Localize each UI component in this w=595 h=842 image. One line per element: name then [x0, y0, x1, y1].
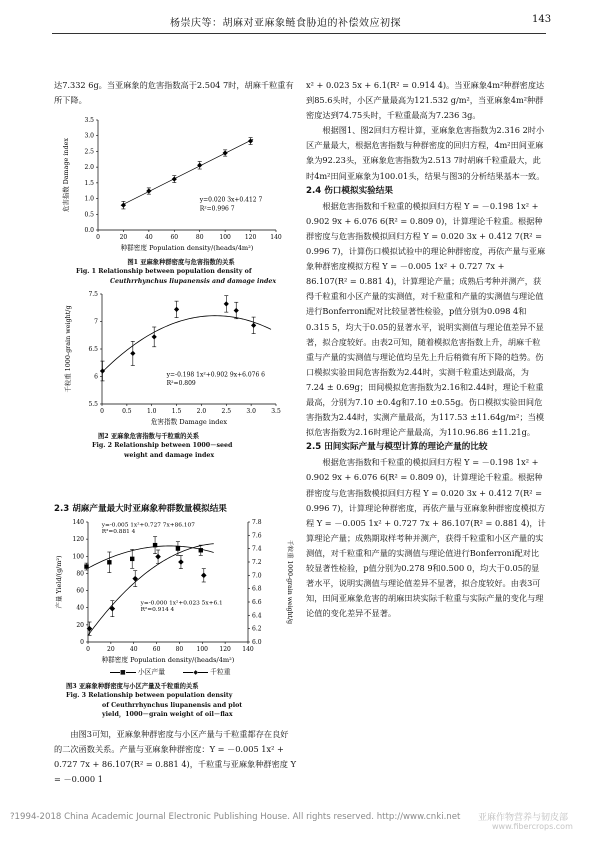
figure-2-grain-weight-chart: [58, 288, 290, 428]
data-point: [100, 368, 105, 373]
x-tick-label: 40: [145, 234, 153, 241]
caption-en-line1: Fig. 2 Relationship between 1000－seed: [92, 442, 233, 450]
left-y-tick-label: 100: [72, 553, 84, 561]
y-tick-label: 3.0: [84, 132, 94, 140]
data-point: [130, 351, 135, 356]
y-tick-label: 0.5: [84, 211, 94, 219]
left-y-tick-label: 60: [76, 587, 84, 595]
right-y-tick-label: 6.4: [252, 612, 262, 620]
caption-cn: 图2 亚麻象危害指数与千粒重的关系: [98, 433, 200, 440]
right-y-tick-label: 7.6: [252, 532, 262, 540]
left-top-paragraph: [54, 78, 296, 108]
paragraph-text: 根据危害指数和千粒重的模拟回归方程 Y = －0.198 1x² + 0.902 9x + 6.076 6(R² = 0.809 0)，计算理论千粒重。根据种群密度与危害指数模拟回归方程 Y = 0.020 3x + 0.412 7(R² = 0.996 7)，计算理论种群密度，再依产量与亚麻象种群密度模拟方程 Y = －0.005 1x² + 0.727 7x + 86.107(R² = 0.881 4)，计算理论产量；成熟期取样考种并测产，获得千粒重和小区产量的实测值，对千粒重和产量的实测值与理论值进行Bonferroni配对比较显著性检验，p值分别为0.278 9和0.500 0，均大于0.05的显著水平，说明实测值与理论值差异不显著，拟合度较好。由表3可知，田间亚麻象危害的胡麻田块实际千粒重与实际产量的变化与理论值的变化差异不显著。: [306, 457, 546, 619]
paragraph-text: x² + 0.023 5x + 6.1(R² = 0.914 4)。当亚麻象4m²种群密度达到85.6头时，小区产量最高为121.532 g/m²，当亚麻象4m²种群密度达到74.75头时，千粒重最高为7.236 3g。: [306, 80, 545, 121]
x-tick-label: 40: [129, 646, 138, 653]
fit-curve-right: [88, 544, 214, 636]
y-tick-label: 6.5: [88, 346, 98, 353]
equation: y=-0.198 1x²+0.902 9x+6.076 6: [166, 371, 266, 379]
equation: y=0.020 3x+0.412 7: [199, 196, 263, 204]
x-tick-label: 120: [219, 646, 231, 653]
x-tick-label: 0: [100, 408, 104, 415]
x-tick-label: 60: [152, 646, 161, 653]
paragraph-text: 根据图1、图2回归方程计算，亚麻象危害指数为2.316 2时小区产量最大，根据危害指数与种群密度的回归方程，4m²田间亚麻象为92.23头，亚麻象危害指数为2.513 7时胡麻千粒重最大，此时4m²田间亚麻象为100.01头，结果与图3的分析结果基本一致。: [306, 125, 545, 181]
section-2-3-heading: 2.3 胡麻产量最大时亚麻象种群数量模拟结果: [54, 504, 227, 514]
x-tick-label: 3.0: [246, 408, 256, 415]
y-tick-label: 7.5: [88, 291, 98, 298]
figure-1-caption: [76, 258, 286, 286]
y-tick-label: 1.0: [84, 195, 94, 203]
x-tick-label: 20: [107, 646, 115, 653]
caption-cn: 图3 亚麻象种群密度与小区产量及千粒重的关系: [66, 683, 199, 690]
x-tick-label: 60: [170, 234, 179, 241]
y-tick-label: 0.0: [84, 227, 94, 234]
right-y-tick-label: 7.8: [252, 519, 262, 526]
square-marker-icon: ■: [120, 669, 126, 676]
figure-3-yield-weight-chart: [52, 514, 296, 666]
figure-3-legend: [110, 666, 231, 676]
y-tick-label: 2.5: [84, 148, 94, 156]
fit-line: [121, 139, 253, 205]
x-tick-label: 0.5: [122, 408, 132, 415]
yield-point: [84, 564, 88, 568]
yield-point: [153, 543, 157, 547]
legend-weight-label: 千粒重: [210, 668, 231, 676]
r-squared: R²=0.996 7: [199, 205, 235, 213]
y-tick-label: 6: [94, 373, 98, 381]
figure-3-caption: [66, 682, 292, 719]
weight-point: [155, 554, 161, 560]
caption-cn: 图1 亚麻象种群密度与危害指数的关系: [127, 259, 235, 266]
x-tick-label: 2.5: [221, 408, 232, 415]
caption-en-line1: Fig. 1 Relationship between population density of: [76, 268, 252, 276]
weight-point: [178, 559, 184, 565]
r-squared-weight: R²=0.914 4: [140, 607, 175, 614]
y-axis-label: 危害指数 Damage index: [62, 138, 70, 212]
left-bottom-paragraph: [54, 727, 296, 787]
x-tick-label: 1.0: [146, 408, 157, 415]
figure-1-damage-index-chart: [58, 112, 290, 254]
right-y-axis-label: 千粒重 1000-grain weight/g: [286, 539, 293, 625]
y-tick-label: 5.5: [88, 401, 98, 408]
data-point: [251, 323, 256, 328]
caption-en-line2: of Ceuthrrhynchus liupanensis and plot: [102, 701, 243, 709]
data-point: [223, 150, 228, 155]
x-tick-label: 0: [96, 234, 100, 241]
y-tick-label: 3.5: [84, 117, 94, 124]
legend-line: [110, 672, 120, 673]
y-tick-label: 7: [94, 318, 98, 326]
right-y-tick-label: 6.8: [252, 585, 262, 593]
paragraph-text: 根据危害指数和千粒重的模拟回归方程 Y = －0.198 1x² + 0.902 9x + 6.076 6(R² = 0.809 0)，计算理论千粒重。根据种群密度与危害指数模拟回归方程 Y = 0.020 3x + 0.412 7(R² = 0.996 7)，计算伤口模拟试验中的理论种群密度，再依产量与亚麻象种群密度模拟方程 Y = －0.005 1x² + 0.727 7x + 86.107(R² = 0.881 4)，计算理论产量；成熟后考种并测产，获得千粒重和小区产量的实测值，对千粒重和产量的实测值与理论值进行Bonferroni配对比较显著性检验，p值分别为0.098 4和0.315 5，均大于0.05的显著水平，说明实测值与理论值差异不显著，拟合度较好。由表2可知，随着模拟危害指数上升，胡麻千粒重与产量的实测值与理论值均呈先上升后稍微有所下降的趋势。伤口模拟实验田间危害指数为2.44时，实测千粒重达到最高，为7.24 ± 0.69g；田间模拟危害指数为2.16和2.44时，理论千粒重最高，分别为7.10 ±0.4g和7.10 ±0.55g。伤口模拟实验田间危害指数为2.44时，实测产量最高，为117.53 ±11.64g/m²；当模拟危害指数为2.16时理论产量最高，为110.96.86 ±11.21g。: [306, 200, 546, 438]
running-title: 杨崇庆等：胡麻对亚麻象鲢食胁迫的补偿效应初探: [170, 18, 401, 29]
x-tick-label: 120: [244, 234, 257, 241]
legend-line: [126, 672, 136, 673]
y-tick-label: 1.5: [84, 179, 94, 187]
header-rule: [52, 33, 546, 34]
watermark-text: 亚麻作物营养与韧皮部: [478, 813, 569, 823]
x-tick-label: 100: [196, 646, 209, 653]
right-y-tick-label: 7.4: [252, 545, 262, 553]
right-y-tick-label: 7.2: [252, 559, 262, 566]
y-tick-label: 2.0: [84, 164, 94, 172]
yield-point: [107, 560, 111, 564]
left-y-tick-label: 20: [76, 621, 84, 629]
caption-en-line3: yield，1000－grain weight of oil－flax: [102, 710, 233, 718]
x-axis-label: 种群密度 Population density/(heads/4m²): [101, 656, 235, 664]
page-number: 143: [532, 14, 552, 25]
left-y-tick-label: 80: [76, 570, 84, 578]
x-axis-label: 危害指数 Damage index: [150, 418, 228, 426]
right-y-tick-label: 6.6: [252, 599, 262, 606]
yield-point: [130, 557, 134, 561]
section-2-5-heading: 2.5 田间实际产量与模型计算的理论产量的比较: [306, 442, 488, 453]
caption-en-line1: Fig. 3 Relationship between population density: [66, 692, 233, 700]
equation-yield: y=-0.005 1x²+0.727 7x+86.107: [101, 522, 195, 529]
paragraph-text: 达7.332 6g。当亚麻象的危害指数高于2.504 7时，胡麻千粒重有所下降。: [54, 80, 294, 106]
x-tick-label: 80: [175, 646, 184, 653]
r-squared: R²=0.809: [166, 379, 196, 387]
right-y-tick-label: 7.0: [252, 572, 262, 580]
caption-en-line2: weight and damage index: [124, 451, 215, 459]
caption-en-line2: Ceuthrrhynchus liupanensis and damage index: [110, 277, 277, 285]
data-point: [172, 176, 177, 181]
data-point: [174, 307, 179, 312]
data-point: [152, 334, 157, 339]
r-squared-yield: R²=0.881 4: [101, 529, 136, 536]
left-y-axis-label: 产量 Yield/(g/m²): [55, 555, 63, 609]
legend-yield-label: 小区产量: [137, 668, 166, 676]
x-tick-label: 0: [86, 646, 90, 653]
x-tick-label: 100: [219, 234, 231, 241]
right-y-tick-label: 6.0: [252, 639, 262, 646]
equation-weight: y=-0.000 1x²+0.023 5x+6.1: [140, 600, 223, 607]
paragraph-text: 由图3可知，亚麻象种群密度与小区产量与千粒重都存在良好的二次函数关系。产量与亚麻象种群密度：Y = －0.005 1x² + 0.727 7x + 86.107(R² = 0.881 4)，千粒重与亚麻象种群密度 Y = －0.000 1: [54, 729, 296, 785]
fit-curve-left: [88, 546, 214, 568]
x-tick-label: 80: [195, 234, 204, 241]
watermark-url: www.fibercrops.com: [492, 822, 573, 831]
fit-curve: [102, 316, 271, 373]
left-y-tick-label: 140: [72, 519, 84, 526]
left-y-tick-label: 40: [76, 604, 84, 612]
left-y-tick-label: 120: [72, 536, 84, 544]
diamond-marker-icon: ◆: [193, 669, 198, 676]
x-tick-label: 3.5: [271, 408, 281, 415]
x-tick-label: 140: [242, 646, 254, 653]
figure-2-caption: [92, 432, 296, 460]
y-axis-label: 千粒重 1000-grain weight/g: [64, 305, 72, 393]
data-point: [234, 308, 239, 313]
yield-point: [176, 546, 180, 550]
x-tick-label: 1.5: [171, 408, 182, 415]
x-tick-label: 2.0: [196, 408, 207, 415]
legend-line: [183, 672, 193, 673]
legend-line: [198, 672, 208, 673]
right-y-tick-label: 6.2: [252, 625, 262, 633]
x-tick-label: 140: [270, 234, 282, 241]
yield-point: [199, 548, 203, 552]
page-header: [0, 0, 595, 40]
weight-point: [201, 573, 207, 579]
section-2-4-heading: 2.4 伤口模拟实验结果: [306, 185, 393, 196]
left-y-tick-label: 0: [80, 639, 84, 646]
copyright-text: ?1994-2018 China Academic Journal Electronic Publishing House. All rights reserved. http://www.cnki.net: [10, 812, 461, 822]
right-column: [306, 78, 546, 621]
data-point: [224, 301, 229, 306]
data-point: [146, 188, 151, 193]
x-axis-label: 种群密度 Population density/(heads/4m²): [120, 244, 254, 252]
x-tick-label: 20: [119, 234, 128, 241]
